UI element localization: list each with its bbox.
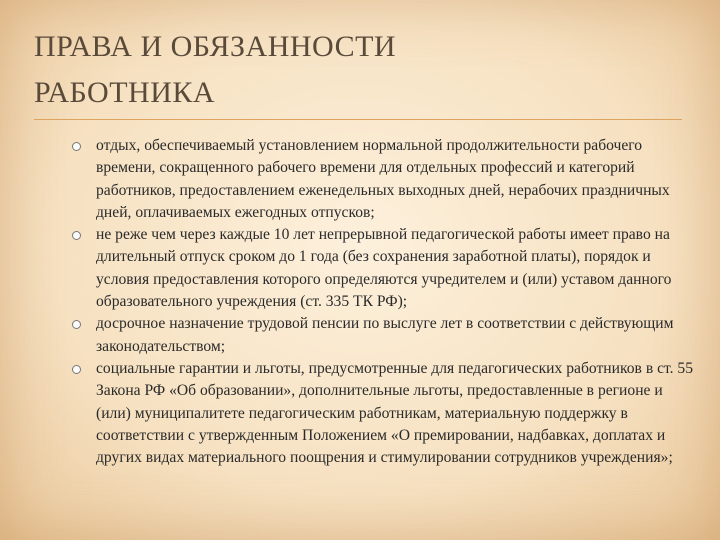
title-divider (34, 119, 682, 120)
circle-bullet-icon (72, 320, 81, 329)
list-item-text: не реже чем через каждые 10 лет непрерывной педагогической работы имеет право на длительный отпуск сроком до 1 года (без сохранения заработной платы), порядок и условия предоставления которого определяются учредителем и (или) уставом данного образовательного учреждения (ст. 335 ТК РФ); (96, 226, 672, 311)
list-item-text: социальные гарантии и льготы, предусмотренные для педагогических работников в ст. 55 Закона РФ «Об образовании», дополнительные льготы, предоставленные в регионе и (или) муниципалитете педагогическим работникам, материальную поддержку в соответствии с утвержденным Положением «О премировании, надбавках, доплатах и других видах материального поощрения и стимулировании сотрудников учреждения»; (96, 359, 694, 467)
slide-title (34, 24, 674, 116)
slide-body (70, 135, 696, 469)
title-line-1: ПРАВА И ОБЯЗАННОСТИ (34, 30, 397, 63)
list-item (70, 358, 696, 469)
list-item (70, 313, 696, 358)
list-item (70, 135, 696, 224)
circle-bullet-icon (72, 231, 81, 240)
bullet-list (70, 135, 696, 469)
list-item-text: досрочное назначение трудовой пенсии по выслуге лет в соответствии с действующим законодательством; (96, 315, 674, 355)
list-item (70, 224, 696, 313)
list-item-text: отдых, обеспечиваемый установлением нормальной продолжительности рабочего времени, сокращенного рабочего времени для отдельных профессий и категорий работников, предоставлением еженедельных выходных дней, нерабочих праздничных дней, оплачиваемых ежегодных отпусков; (96, 137, 670, 221)
circle-bullet-icon (72, 142, 81, 151)
circle-bullet-icon (72, 365, 81, 374)
title-line-2: РАБОТНИКА (34, 76, 216, 109)
